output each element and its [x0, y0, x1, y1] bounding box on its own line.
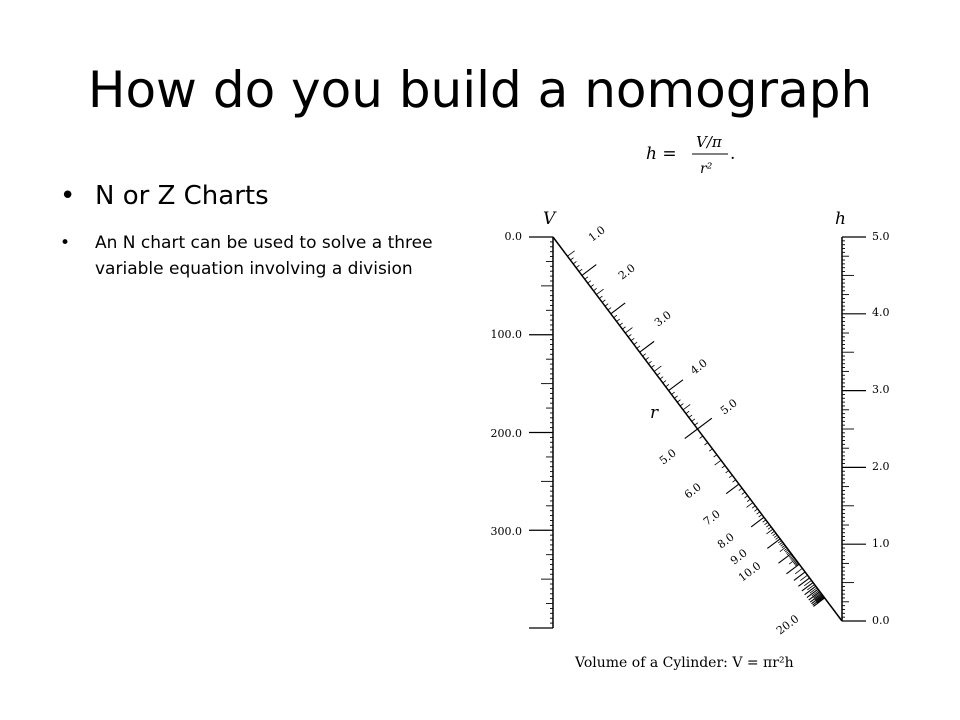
- diagonal-axis-tick: [763, 520, 766, 522]
- formula-denominator: r²: [700, 161, 713, 177]
- diagonal-axis-tick: [686, 411, 689, 413]
- diagonal-axis-labels-upper: [586, 223, 740, 417]
- diagonal-axis-tick: [605, 304, 608, 306]
- diagonal-axis-tick: [619, 323, 622, 325]
- diagonal-axis-tick: [677, 400, 680, 402]
- diagonal-axis-tick: [657, 373, 660, 375]
- diagonal-axis-tick: [778, 541, 781, 543]
- diagonal-axis-tick: [754, 509, 757, 511]
- diagonal-axis-tick: [700, 436, 703, 438]
- diagonal-axis-label: 6.0: [681, 480, 704, 502]
- right-axis-label: 5.0: [872, 230, 890, 243]
- diagonal-axis-tick: [778, 554, 791, 564]
- diagonal-axis-tick: [671, 392, 674, 394]
- right-axis-label: 0.0: [872, 614, 890, 627]
- bullet-dot-icon: •: [60, 233, 71, 253]
- axis-name-v: V: [543, 209, 556, 229]
- diagonal-axis-tick: [768, 527, 771, 529]
- diagonal-axis-label: 9.0: [727, 546, 750, 568]
- diagonal-axis-label: 3.0: [651, 308, 674, 330]
- diagonal-axis-tick: [611, 303, 625, 314]
- diagonal-axis-tick: [591, 285, 594, 287]
- diagonal-axis-label: 4.0: [687, 356, 710, 378]
- diagonal-axis-label: 7.0: [700, 507, 723, 529]
- right-axis-label: 1.0: [872, 537, 890, 550]
- diagonal-axis-tick: [807, 585, 814, 590]
- bullet-text: An N chart can be used to solve a three variable equation involving a division: [95, 233, 433, 279]
- diagonal-axis-tick: [608, 308, 611, 310]
- diagonal-axis-label: 2.0: [615, 261, 638, 283]
- diagonal-axis-tick: [674, 396, 677, 398]
- diagonal-axis-tick: [742, 492, 745, 494]
- right-axis-h: [842, 230, 890, 627]
- diagonal-axis-tick: [579, 269, 582, 271]
- diagonal-axis-tick: [776, 537, 779, 539]
- right-axis-ticks: [842, 237, 866, 621]
- diagonal-axis-tick: [715, 460, 721, 465]
- diagonal-axis-tick: [588, 281, 591, 283]
- diagonal-axis-tick: [648, 361, 651, 363]
- formula: [646, 133, 735, 177]
- diagonal-axis-label: 10.0: [735, 559, 764, 585]
- diagonal-axis-tick: [596, 289, 603, 294]
- diagonal-axis-tick: [660, 377, 663, 379]
- diagonal-axis-tick: [663, 381, 666, 383]
- left-axis-label: 100.0: [490, 328, 522, 341]
- diagonal-axis-tick: [692, 419, 695, 421]
- diagonal-axis-tick: [739, 488, 742, 490]
- diagonal-axis-tick: [582, 265, 596, 276]
- formula-lhs: h =: [646, 144, 677, 164]
- diagonal-axis-tick: [705, 443, 708, 445]
- diagonal-axis-tick: [780, 542, 783, 544]
- right-axis-label: 2.0: [872, 460, 890, 473]
- diagonal-axis-tick: [585, 277, 588, 279]
- diagonal-axis-tick: [695, 423, 698, 425]
- diagonal-axis-tick: [766, 525, 769, 527]
- diagonal-axis-label: 5.0: [656, 446, 679, 468]
- diagonal-axis-label: 5.0: [717, 396, 740, 418]
- diagonal-axis-tick: [745, 496, 748, 498]
- diagonal-axis-tick: [782, 545, 785, 547]
- diagonal-axis-tick: [714, 455, 717, 457]
- diagonal-axis-tick: [628, 334, 631, 336]
- diagonal-axis-tick: [614, 315, 617, 317]
- bullet-item-level2: [60, 230, 455, 282]
- diagonal-axis-label: 8.0: [714, 530, 737, 552]
- bullet-item-level1: [60, 178, 455, 214]
- diagonal-axis-tick: [780, 547, 786, 552]
- diagonal-axis-tick: [795, 568, 802, 573]
- left-axis-ticks: [529, 237, 553, 628]
- diagonal-axis-tick: [774, 535, 777, 537]
- diagonal-axis-tick: [746, 503, 752, 508]
- right-axis-label: 4.0: [872, 306, 890, 319]
- diagonal-axis-tick: [640, 341, 654, 352]
- diagonal-axis-tick: [567, 251, 574, 256]
- diagonal-axis-tick: [798, 578, 809, 586]
- left-axis-labels: [491, 230, 523, 538]
- diagonal-axis-tick: [726, 471, 729, 473]
- diagonal-axis-tick: [654, 366, 661, 371]
- diagonal-axis-tick: [602, 300, 605, 302]
- diagonal-axis-tick: [651, 365, 654, 367]
- diagonal-axis-tick: [669, 380, 683, 391]
- diagonal-axis-tick: [683, 404, 690, 409]
- diagonal-axis-tick: [622, 327, 625, 329]
- diagonal-axis-tick: [773, 533, 776, 535]
- nomogram: [460, 130, 900, 680]
- diagonal-axis-tick: [570, 258, 573, 260]
- diagonal-axis-tick: [781, 544, 784, 546]
- diagonal-axis-ticks: [567, 251, 824, 607]
- slide-title: How do you build a nomograph: [87, 61, 873, 119]
- diagonal-axis-tick: [593, 288, 596, 290]
- diagonal-axis-tick: [751, 517, 764, 527]
- diagonal-axis-tick: [637, 346, 640, 348]
- diagonal-axis-tick: [765, 522, 768, 524]
- formula-trail: .: [730, 144, 736, 164]
- left-axis-label: 0.0: [504, 230, 522, 243]
- diagonal-axis-tick: [576, 265, 579, 267]
- bullet-text: N or Z Charts: [95, 181, 269, 211]
- diagonal-axis-tick: [625, 328, 632, 333]
- diagonal-axis-tick: [680, 404, 683, 406]
- diagonal-axis-tick: [698, 418, 712, 429]
- diagonal-axis-tick: [631, 338, 634, 340]
- axis-name-h: h: [835, 209, 846, 229]
- diagonal-axis-tick: [666, 384, 669, 386]
- diagonal-axis-label: 20.0: [773, 612, 802, 638]
- diagonal-axis-tick: [757, 512, 760, 514]
- left-axis-label: 200.0: [490, 427, 522, 440]
- axis-name-r: r: [650, 403, 659, 423]
- right-axis-labels: [872, 230, 890, 627]
- formula-numerator: V/π: [696, 133, 722, 151]
- left-axis-v: [491, 230, 554, 628]
- diagonal-axis-tick: [685, 429, 698, 439]
- diagonal-axis-tick: [599, 296, 602, 298]
- diagonal-axis-tick: [733, 480, 736, 482]
- diagonal-axis-tick: [689, 415, 692, 417]
- diagonal-axis-tick: [752, 506, 755, 508]
- left-axis-label: 300.0: [490, 525, 522, 538]
- diagonal-axis-tick: [643, 354, 646, 356]
- diagonal-axis-tick: [767, 539, 780, 549]
- diagonal-axis-tick: [771, 531, 774, 533]
- diagonal-axis-tick: [709, 449, 712, 451]
- diagonal-axis-tick: [726, 484, 739, 494]
- nomogram-caption: Volume of a Cylinder: V = πr²h: [575, 655, 794, 671]
- diagonal-axis-tick: [634, 342, 637, 344]
- diagonal-axis-tick: [729, 475, 732, 477]
- diagonal-axis-tick: [617, 319, 620, 321]
- right-axis-label: 3.0: [872, 383, 890, 396]
- diagonal-axis-tick: [747, 499, 750, 501]
- diagonal-axis-label: 1.0: [585, 223, 608, 245]
- bullet-dot-icon: •: [60, 181, 76, 211]
- diagonal-axis-tick: [645, 357, 648, 359]
- diagonal-axis-r: [553, 223, 842, 637]
- diagonal-axis-tick: [759, 515, 762, 517]
- diagonal-axis-tick: [573, 261, 576, 263]
- bullet-list: [60, 178, 455, 282]
- diagonal-axis-tick: [722, 466, 725, 468]
